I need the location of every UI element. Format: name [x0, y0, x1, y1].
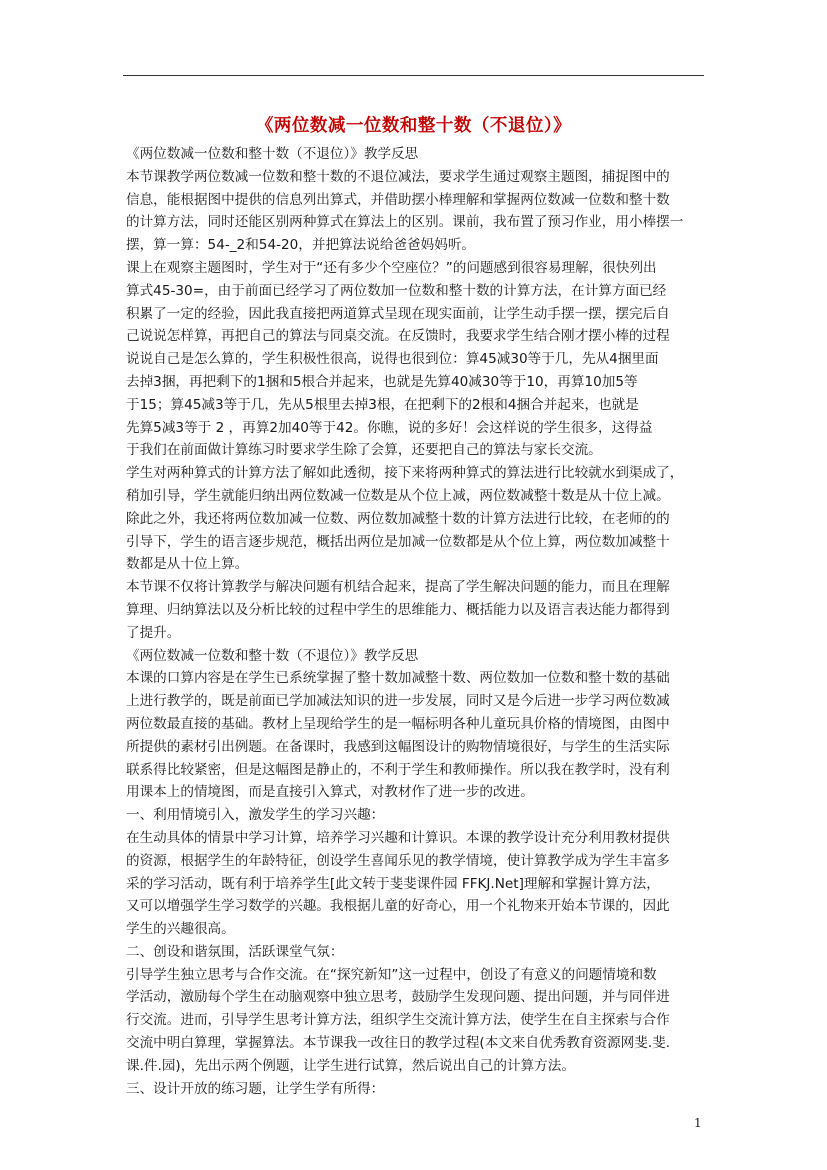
text-line: 学活动，激励每个学生在动脑观察中独立思考，鼓励学生发现问题、提出问题，并与同伴进: [126, 989, 670, 1006]
text-line: 说说自己是怎么算的，学生积极性很高，说得也很到位：算45减30等于几，先从4捆里面: [126, 351, 659, 368]
text-line: 二、创设和谐氛围，活跃课堂气氛：: [126, 943, 344, 960]
text-line: 本课的口算内容是在学生已系统掌握了整十数加减整十数、两位数加一位数和整十数的基础: [126, 670, 670, 687]
text-line: 去掉3捆，再把剩下的1捆和5根合并起来，也就是先算40减30等于10，再算10加5等: [126, 373, 638, 390]
text-line: 己说说怎样算，再把自己的算法与同桌交流。在反馈时，我要求学生结合刚才摆小棒的过程: [126, 328, 670, 345]
text-line: 稍加引导，学生就能归纳出两位数减一位数是从个位上减，两位数减整十数是从十位上减。: [126, 487, 670, 504]
text-line: 三、设计开放的练习题，让学生学有所得：: [126, 1080, 385, 1097]
text-line: 又可以增强学生学习数学的兴趣。我根据儿童的好奇心，用一个礼物来开始本节课的，因此: [126, 898, 670, 915]
text-line: 摆，算一算：54-_2和54-20，并把算法说给爸爸妈妈听。: [126, 237, 476, 254]
text-line: 于我们在前面做计算练习时要求学生除了会算，还要把自己的算法与家长交流。: [126, 442, 602, 459]
text-line: 课.件.园)，先出示两个例题，让学生进行试算，然后说出自己的计算方法。: [126, 1057, 575, 1074]
text-line: 算式45-30=，由于前面已经学习了两位数加一位数和整十数的计算方法，在计算方面已经: [126, 282, 667, 299]
text-line: 引导学生独立思考与合作交流。在“探究新知”这一过程中，创设了有意义的问题情境和数: [126, 966, 657, 983]
text-line: 算理、归纳算法以及分析比较的过程中学生的思维能力、概括能力以及语言表达能力都得到: [126, 601, 670, 618]
text-line: 积累了一定的经验，因此我直接把两道算式呈现在现实面前，让学生动手摆一摆，摆完后自: [126, 305, 670, 322]
text-line: 引导下，学生的语言逐步规范，概括出两位是加减一位数都是从个位上算，两位数加减整十: [126, 533, 670, 550]
text-line: 《两位数减一位数和整十数（不退位）》教学反思: [126, 146, 419, 162]
text-line: 一、利用情境引入，激发学生的学习兴趣：: [126, 807, 385, 824]
text-line: 《两位数减一位数和整十数（不退位）》教学反思: [126, 647, 419, 664]
text-line: 在生动具体的情景中学习计算，培养学习兴趣和计算识。本课的教学设计充分利用教材提供: [126, 829, 670, 846]
page-number: 1: [694, 1116, 702, 1130]
text-line: 课上在观察主题图时，学生对于“还有多少个空座位？”的问题感到很容易理解，很快列出: [126, 259, 657, 276]
text-line: 行交流。进而，引导学生思考计算方法，组织学生交流计算方法，使学生在自主探索与合作: [126, 1012, 670, 1029]
text-line: 采的学习活动，既有利于培养学生[此文转于斐斐课件园 FFKJ.Net]理解和掌握计算方法，: [126, 875, 660, 892]
text-line: 于15；算45减3等于几，先从5根里去掉3根，在把剩下的2根和4捆合并起来，也就是: [126, 396, 639, 413]
text-line: 联系得比较紧密，但是这幅图是静止的，不利于学生和教师操作。所以我在教学时，没有利: [126, 761, 670, 778]
text-line: 本节课不仅将计算教学与解决问题有机结合起来，提高了学生解决问题的能力，而且在理解: [126, 579, 670, 596]
text-line: 两位数最直接的基础。教材上呈现给学生的是一幅标明各种儿童玩具价格的情境图，由图中: [126, 715, 670, 732]
text-line: 所提供的素材引出例题。在备课时，我感到这幅图设计的购物情境很好，与学生的生活实际: [126, 738, 670, 755]
text-line: 的计算方法，同时还能区别两种算式在算法上的区别。课前，我布置了预习作业，用小棒摆一: [126, 214, 684, 231]
text-line: 交流中明白算理，掌握算法。本节课我一改往日的教学过程(本文来自优秀教育资源网斐.斐.: [126, 1035, 671, 1052]
text-line: 数都是从十位上算。: [126, 556, 249, 573]
text-line: 学生的兴趣很高。: [126, 921, 235, 938]
header-rule: [123, 75, 704, 76]
text-line: 的资源，根据学生的年龄特征，创设学生喜闻乐见的教学情境，使计算教学成为学生丰富多: [126, 852, 670, 869]
text-line: 用课本上的情境图，而是直接引入算式，对教材作了进一步的改进。: [126, 784, 534, 801]
document-body: [126, 143, 708, 1100]
text-line: 本节课教学两位数减一位数和整十数的不退位减法，要求学生通过观察主题图，捕捉图中的: [126, 168, 670, 185]
text-line: 上进行教学的，既是前面已学加减法知识的进一步发展，同时又是今后进一步学习两位数减: [126, 693, 670, 710]
text-line: 了提升。: [126, 624, 181, 641]
document-title: 《两位数减一位数和整十数（不退位）》: [255, 116, 572, 136]
text-line: 先算5减3等于 2 ，再算2加40等于42。你瞧，说的多好！会这样说的学生很多，这得益: [126, 419, 653, 436]
text-line: 学生对两种算式的计算方法了解如此透彻，接下来将两种算式的算法进行比较就水到渠成了，: [126, 465, 684, 482]
text-line: 信息，能根据图中提供的信息列出算式，并借助摆小棒理解和掌握两位数减一位数和整十数: [126, 191, 670, 208]
text-line: 除此之外，我还将两位数加减一位数、两位数加减整十数的计算方法进行比较，在老师的的: [126, 510, 670, 527]
